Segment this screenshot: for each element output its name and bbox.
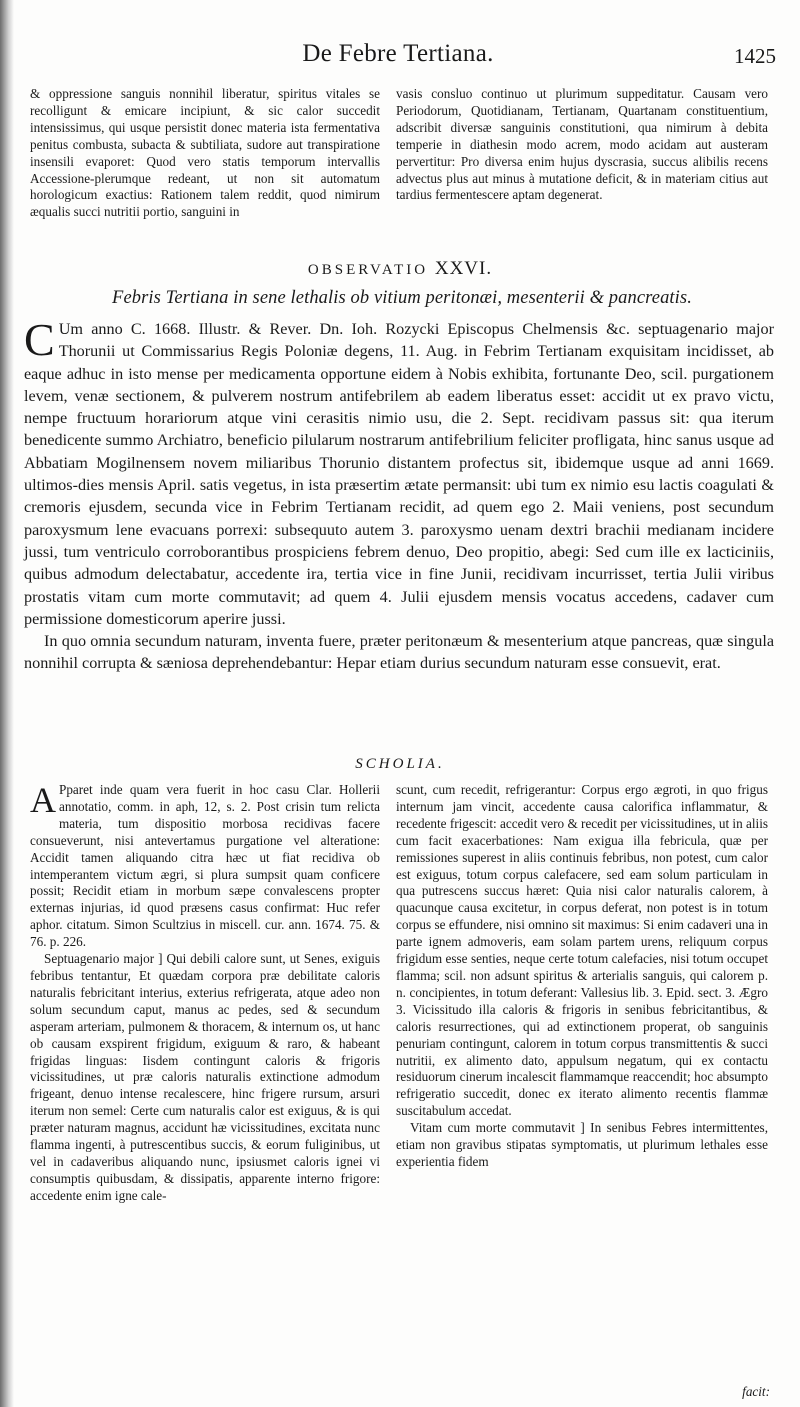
observation-heading	[0, 258, 800, 280]
observation-paragraph-2: In quo omnia secundum naturam, inventa fuere, præter peritonæum & mesenterium atque pancreas, quæ singula nonnihil corrupta & sæniosa deprehendebantur: Hepar etiam durius secundum naturam esse consuevit, erat.	[24, 632, 774, 673]
case-title: Febris Tertiana in sene lethalis ob vitium peritonæi, mesenterii & pancreatis.	[112, 288, 692, 308]
scholia-dropcap: A	[30, 780, 56, 820]
scholia-left-column	[30, 782, 380, 1205]
scholia-right-column	[396, 782, 768, 1171]
binding-gutter-shadow	[0, 0, 14, 1407]
top-left-column	[30, 86, 380, 221]
observation-number: XXVI.	[434, 258, 493, 279]
scholia-left-paragraph-1	[30, 782, 380, 951]
top-left-text: & oppressione sanguis nonnihil liberatur, spiritus vitales se recolligunt & emicare incipiunt, & sic calor succedit intensissimus, qui usque persistit donec materia ista fermentativa penitus combusta, subacta & subtiliata, sudore aut transpiratione insensili evaporet: Quod vero statis temporum intervallis Accessione-plerumque redeant, ut non sit automatum horologicum exactius: Rationem talem reddit, quod nimirum æqualis succi nutritii portio, sanguini in	[30, 86, 380, 220]
page-number: 1425	[734, 44, 776, 68]
scholia-left-paragraph-2: Septuagenario major ] Qui debili calore sunt, ut Senes, exiguis febribus tentantur, Et quædam corpora præ debilitate caloris naturalis febricitant interius, exterius refrigerata, atque adeo non solum secundum caput, manus ac pedes, sed & secundum asperam arteriam, pulmonem & thoracem, & internum os, ut hanc ob causam exspirent frigidum, exiguum & raro, & habeant frigidas linguas: Iisdem contingunt caloris & frigoris vicissitudines, ut præ caloris naturalis extinctione admodum frigeant, denuo intense recalescere, hinc frigere rursum, arsuri iterum non semel: Certe cum naturalis calor est exiguus, & is qui præter naturam magnus, accidunt hæ vicissitudines, excitata nunc flamma ingenti, à putrescentibus succis, & eorum fuliginibus, ut vel in cadaveribus aliquando nunc, ipsiusmet caloris ignei vi consumptis quibusdam, & dissipatis, apparente interno frigore: accedente enim igne cale-	[30, 951, 380, 1203]
top-right-column	[396, 86, 768, 204]
observation-body	[24, 314, 774, 675]
running-title: De Febre Tertiana.	[302, 40, 494, 67]
observation-paragraph-1-text: Um anno C. 1668. Illustr. & Rever. Dn. Ioh. Rozycki Episcopus Chelmensis &c. septuagenario major Thorunii ut Commissarius Regis Poloniæ degens, 11. Aug. in Febrim Tertianam exquisitam incidisset, ab eaque adhuc in isto mense per medicamenta opportune eidem à Nobis exhibita, fortunante Deo, scil. purgationem levem, venæ sectionem, & pulverem nostrum antifebrilem ab eadem liberatus esset: accidit ut ex pravo victu, nempe fructuum horariorum atque vini cerasitis nimio usu, die 2. Sept. recidivam passus sit: qua iterum benedicente summo Archiatro, beneficio pilularum nostrarum antifebrilium feliciter profligata, hinc sanus usque ad Abbatiam Mogilnensem novem miliaribus Thorunio distantem profectus sit, ibidemque usque ad anni 1669. ultimos-dies mensis April. satis vegetus, in ista præsertim ætate permansit: ubi tum ex nimio esu lactis coagulati & cremoris ejusdem, secunda vice in Febrim Tertianam recidit, ad quem ego 2. Maii veniens, post secundum paroxysmum lene evacuans porrexi: subsequuto autem 3. paroxysmo uenam dextri brachii medianam incidere jussi, tum ventriculo corroborantibus prospiciens febrem denuo, Deo propitio, abegi: Sed cum ille ex lacticiniis, quibus admodum delectabatur, accedente ira, tertia vice in fine Junii, recidivam incurrisset, tertia Julii viribus prostatis vitam cum morte commutavit; ad quem 4. Julii ejusdem mensis vocatus accedens, cadaver cum permissione domesticorum aperire jussi.	[24, 320, 774, 628]
scholia-right-paragraph-1: scunt, cum recedit, refrigerantur: Corpus ergo ægroti, in quo frigus internum jam vincit, accedente causa calorifica inflammatur, & recedente frigescit: accedit vero & recedit per vicissitudines, ut in aliis cum facit exacerbationes: Nam exigua illa febricula, quæ per remissiones superest in aliis continuis febribus, non potest, cum calor est exiguus, totum corpus calefacere, sed eam solum particulam in qua putrescens succus hæret: Quia nisi calor naturalis calorem, à quacunque causa excitetur, in corpus deferat, non potest is in totum corpus se effundere, nisi omnino sit maximus: Si enim cadaveri una in parte ignem admoveris, eam solam partem urens, reliquum corpus frigidum esse senties, neque certe totum calefacies, nisi totum occupet flamma; scil. non adsunt spiritus & arterialis sanguis, qui calorem p. n. concipientes, in totum deferant: Vallesius lib. 3. Epid. sect. 3. Ægro 3. Vicissitudo illa caloris & frigoris in senibus febricitantibus, & caloris resurrectiones, qui ad extinctionem properat, ob sanguinis penuriam contingunt, calorem in totum corpus transmittentis & succi nutritii, ex alimento dato, appulsum negatum, qui ex contactu residuorum cinerum incalescit flammamque reaccendit; hoc absumpto refrigeratio succedit, donec ex iterato alimento recentis flammæ suscitabulum accedat.	[396, 782, 768, 1119]
scholia-right-paragraph-2: Vitam cum morte commutavit ] In senibus Febres intermittentes, etiam non gravibus stipatas symptomatis, ut plurimum lethales esse experientia fidem	[396, 1120, 768, 1169]
scholia-heading: SCHOLIA.	[355, 756, 445, 772]
catchword: facit:	[742, 1384, 770, 1399]
page-header	[20, 40, 776, 74]
observation-label: OBSERVATIO	[307, 262, 429, 278]
scholia-left-paragraph-1-text: Pparet inde quam vera fuerit in hoc casu Clar. Hollerii annotatio, comm. in aph, 12, s. 2. Post crisin tum relicta materia, tum dispositio morbosa recidivas facere consueverunt, nisi antevertamus purgatione vel alteratione: Accidit tamen aliquando citra hæc ut fiat recidiva ob intemperantem victum ægri, si plura sumpsit quam conficere possit; Recidit etiam in morbum sæpe convalescens propter externas injurias, id quod præsens casus confirmat: Huc refer aphor. citatum. Simon Scultzius in miscell. cur. ann. 1674. 75. & 76. p. 226.	[30, 782, 380, 950]
top-right-text: vasis consluo continuo ut plurimum suppeditatur. Causam vero Periodorum, Quotidianam, Tertianam, Quartanam constituentium, adscribit diversæ sanguinis constitutioni, qua nimirum à debita temperie in diathesin modo acrem, modo acidam aut austeram pervertitur: Pro diversa enim hujus dyscrasia, succus alibilis recens advectus plus aut minus à mutatione deficit, & in materiam citius aut tardius fermentescere aptam degenerat.	[396, 86, 768, 203]
observation-paragraph-1	[24, 314, 774, 630]
observation-dropcap: C	[24, 314, 55, 365]
